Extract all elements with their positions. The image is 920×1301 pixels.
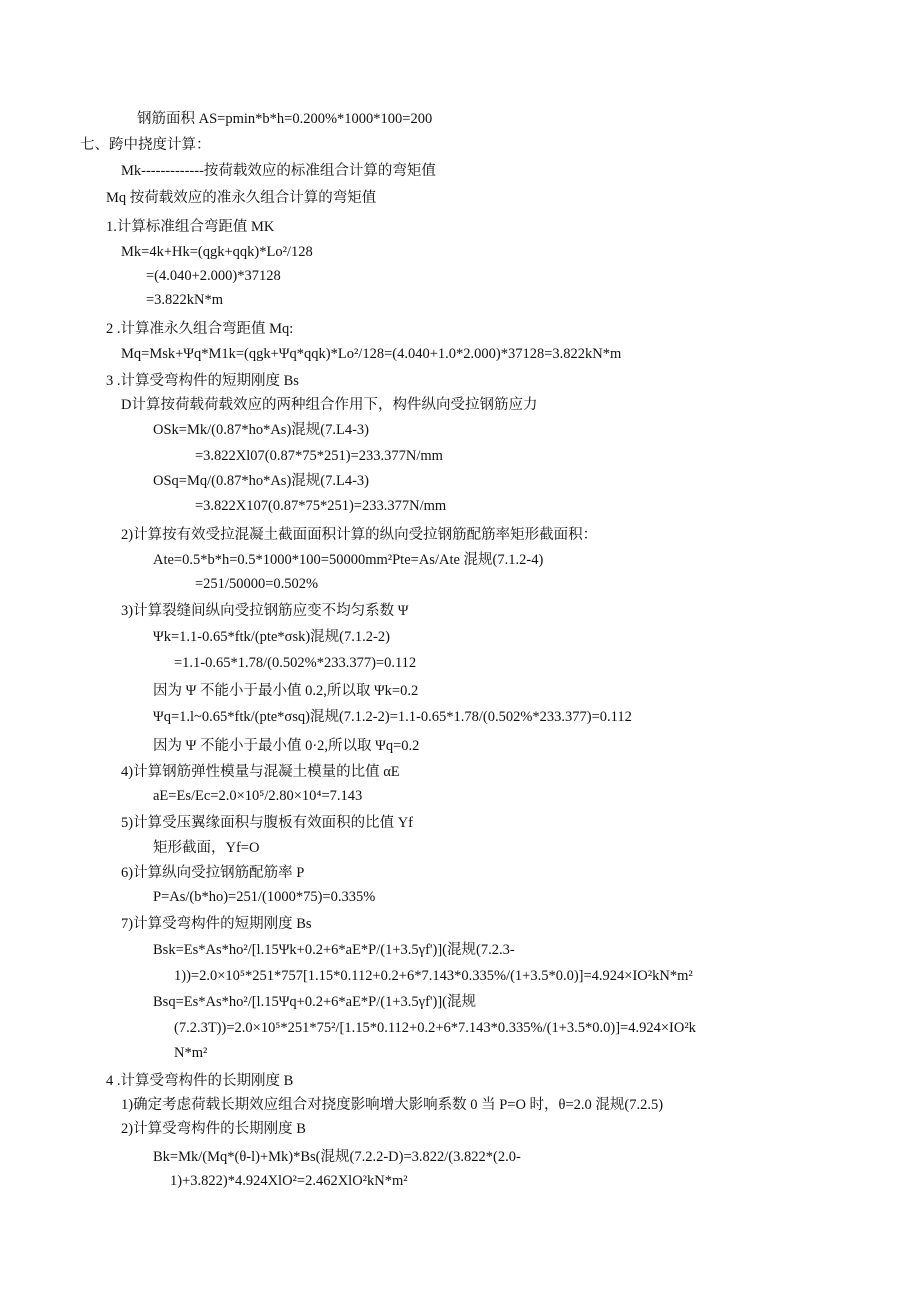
formula-line: =251/50000=0.502%: [195, 576, 319, 592]
formula-line: Bsq=Es*As*ho²/[l.15Ψq+0.2+6*aE*P/(1+3.5γf')](混规: [153, 994, 476, 1010]
formula-line: N*m²: [174, 1045, 208, 1061]
formula-line: Mq=Msk+Ψq*M1k=(qgk+Ψq*qqk)*Lo²/128=(4.040+1.0*2.000)*37128=3.822kN*m: [121, 346, 622, 362]
formula-line: OSk=Mk/(0.87*ho*As)混规(7.L4-3): [153, 422, 369, 438]
formula-line: Mk=4k+Hk=(qgk+qqk)*Lo²/128: [121, 244, 313, 260]
formula-line: P=As/(b*ho)=251/(1000*75)=0.335%: [153, 889, 376, 905]
text-line: 6)计算纵向受拉钢筋配筋率 P: [121, 865, 305, 881]
formula-line: Bk=Mk/(Mq*(θ-l)+Mk)*Bs(混规(7.2.2-D)=3.822/(3.822*(2.0-: [153, 1149, 521, 1165]
formula-line: (7.2.3T))=2.0×10⁵*251*75²/[1.15*0.112+0.2+6*7.143*0.335%/(1+3.5*0.0)]=4.924×IO²k: [174, 1020, 696, 1036]
text-line: 因为 Ψ 不能小于最小值 0·2,所以取 Ψq=0.2: [153, 738, 420, 754]
formula-line: =3.822X107(0.87*75*251)=233.377N/mm: [195, 498, 447, 514]
formula-line: 1)+3.822)*4.924XlO²=2.462XlO²kN*m²: [170, 1173, 408, 1189]
formula-line: =(4.040+2.000)*37128: [146, 268, 281, 284]
text-line: 矩形截面，Yf=O: [153, 840, 260, 856]
formula-line: OSq=Mq/(0.87*ho*As)混规(7.L4-3): [153, 473, 369, 489]
text-line: 2)计算按有效受拉混凝土截面面积计算的纵向受拉钢筋配筋率矩形截面积：: [121, 527, 598, 543]
text-line: 7)计算受弯构件的短期刚度 Bs: [121, 916, 312, 932]
text-line: 2 .计算准永久组合弯距值 Mq:: [106, 321, 294, 337]
formula-line: Ψq=1.l~0.65*ftk/(pte*σsq)混规(7.1.2-2)=1.1-0.65*1.78/(0.502%*233.377)=0.112: [153, 709, 632, 725]
formula-line: Ψk=1.1-0.65*ftk/(pte*σsk)混规(7.1.2-2): [153, 629, 390, 645]
text-line: 因为 Ψ 不能小于最小值 0.2,所以取 Ψk=0.2: [153, 683, 419, 699]
formula-line: Bsk=Es*As*ho²/[l.15Ψk+0.2+6*aE*P/(1+3.5γf')](混规(7.2.3-: [153, 942, 515, 958]
formula-line: aE=Es/Ec=2.0×10⁵/2.80×10⁴=7.143: [153, 788, 363, 804]
text-line: 4 .计算受弯构件的长期刚度 B: [106, 1073, 294, 1089]
text-line: D计算按荷载荷载效应的两种组合作用下，构件纵向受拉钢筋应力: [121, 397, 538, 413]
text-line: 1.计算标准组合弯距值 MK: [106, 219, 275, 235]
section-heading: 七、跨中挠度计算：: [80, 137, 211, 153]
formula-line: =1.1-0.65*1.78/(0.502%*233.377)=0.112: [174, 655, 417, 671]
text-line: 3 .计算受弯构件的短期刚度 Bs: [106, 373, 299, 389]
text-line: 4)计算钢筋弹性模量与混凝土模量的比值 αE: [121, 764, 400, 780]
text-line: 5)计算受压翼缘面积与腹板有效面积的比值 Yf: [121, 815, 414, 831]
formula-line: Ate=0.5*b*h=0.5*1000*100=50000mm²Pte=As/Ate 混规(7.1.2-4): [153, 552, 544, 568]
formula-line: =3.822kN*m: [146, 292, 224, 308]
text-line: 1)确定考虑荷载长期效应组合对挠度影响增大影响系数 0 当 P=O 时，θ=2.0 混规(7.2.5): [121, 1097, 664, 1113]
text-line: Mq 按荷载效应的准永久组合计算的弯矩值: [106, 190, 377, 206]
text-line: 2)计算受弯构件的长期刚度 B: [121, 1121, 306, 1137]
formula-line: 1))=2.0×10⁵*251*757[1.15*0.112+0.2+6*7.143*0.335%/(1+3.5*0.0)]=4.924×IO²kN*m²: [174, 968, 693, 984]
text-line: 3)计算裂缝间纵向受拉钢筋应变不均匀系数 Ψ: [121, 603, 409, 619]
text-line: 钢筋面积 AS=pmin*b*h=0.200%*1000*100=200: [137, 111, 433, 127]
formula-line: =3.822Xl07(0.87*75*251)=233.377N/mm: [195, 448, 443, 464]
text-line: Mk-------------按荷载效应的标准组合计算的弯矩值: [121, 163, 436, 179]
